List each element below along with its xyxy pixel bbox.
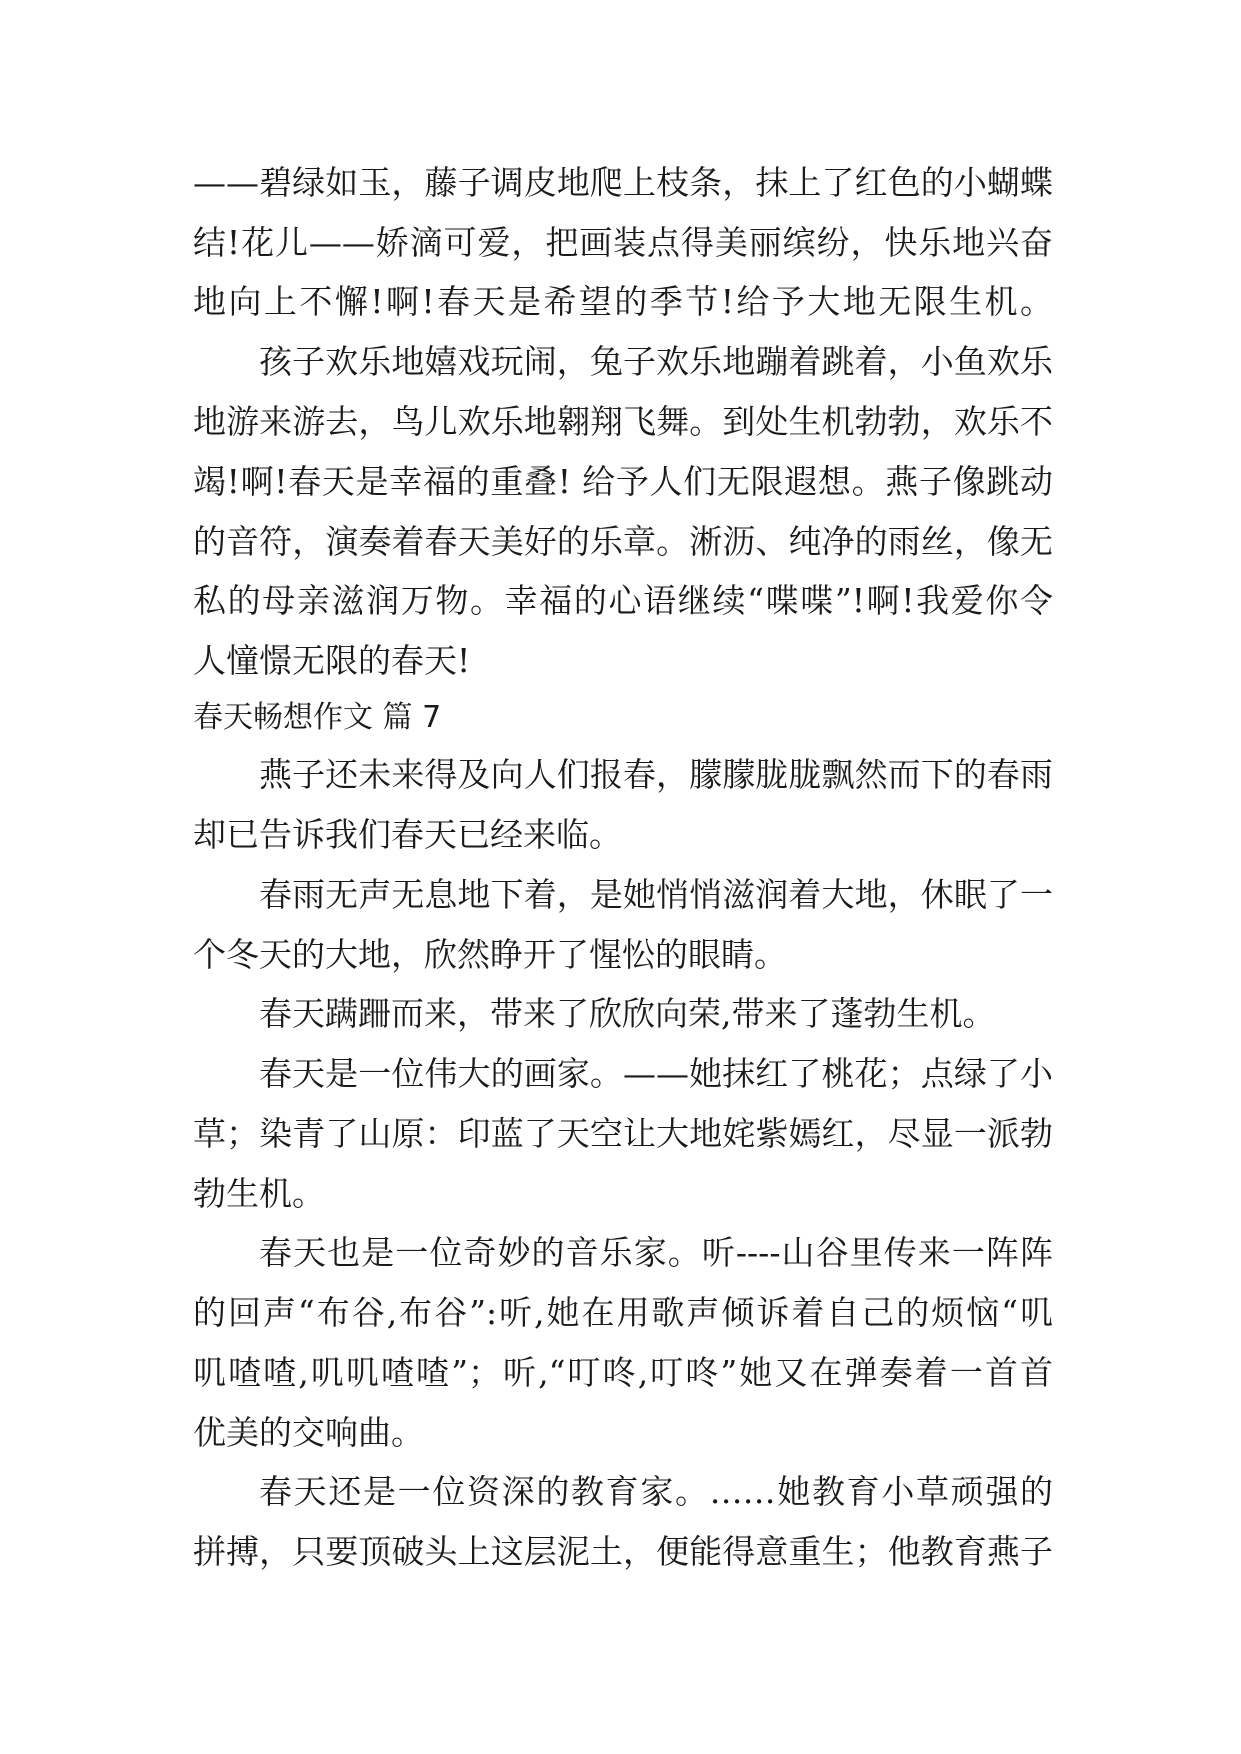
section-heading: 春天畅想作文 篇 7 — [193, 700, 442, 735]
text-line: 私的母亲滋润万物。幸福的心语继续“喋喋”!啊!我爱你令 — [193, 581, 1053, 620]
text-line: 个冬天的大地，欣然睁开了惺忪的眼睛。 — [193, 935, 787, 974]
paragraph-first-line: 春天是一位伟大的画家。——她抹红了桃花；点绿了小 — [259, 1054, 1053, 1093]
paragraph-first-line: 春天蹒跚而来，带来了欣欣向荣,带来了蓬勃生机。 — [259, 994, 996, 1033]
paragraph-first-line: 燕子还未来得及向人们报春，朦朦胧胧飘然而下的春雨 — [259, 755, 1053, 794]
text-line: 却已告诉我们春天已经来临。 — [193, 815, 622, 854]
text-line: 地游来游去，鸟儿欢乐地翱翔飞舞。到处生机勃勃，欢乐不 — [193, 402, 1053, 441]
text-line: 地向上不懈!啊!春天是希望的季节!给予大地无限生机。 — [193, 282, 1053, 321]
paragraph-first-line: 春天还是一位资深的教育家。……她教育小草顽强的 — [259, 1472, 1053, 1511]
text-line: 拼搏，只要顶破头上这层泥土，便能得意重生；他教育燕子 — [193, 1532, 1053, 1571]
paragraph-first-line: 春雨无声无息地下着，是她悄悄滋润着大地，休眠了一 — [259, 875, 1053, 914]
text-line: 的回声“布谷,布谷”:听,她在用歌声倾诉着自己的烦恼“叽 — [193, 1293, 1053, 1332]
paragraph-first-line: 春天也是一位奇妙的音乐家。听----山谷里传来一阵阵 — [259, 1233, 1053, 1272]
text-line: 人憧憬无限的春天! — [193, 641, 471, 680]
text-line: 的音符，演奏着春天美好的乐章。淅沥、纯净的雨丝，像无 — [193, 522, 1053, 561]
text-line: 竭!啊!春天是幸福的重叠! 给予人们无限遐想。燕子像跳动 — [193, 462, 1053, 501]
paragraph-first-line: 孩子欢乐地嬉戏玩闹，兔子欢乐地蹦着跳着，小鱼欢乐 — [259, 342, 1053, 381]
text-line: 优美的交响曲。 — [193, 1413, 424, 1452]
text-line: 草；染青了山原：印蓝了天空让大地姹紫嫣红，尽显一派勃 — [193, 1114, 1053, 1153]
text-line: ——碧绿如玉，藤子调皮地爬上枝条，抹上了红色的小蝴蝶 — [193, 163, 1053, 202]
text-line: 勃生机。 — [193, 1174, 325, 1213]
text-line: 结!花儿——娇滴可爱，把画装点得美丽缤纷，快乐地兴奋 — [193, 223, 1053, 262]
text-line: 叽喳喳,叽叽喳喳”；听,“叮咚,叮咚”她又在弹奏着一首首 — [193, 1353, 1053, 1392]
